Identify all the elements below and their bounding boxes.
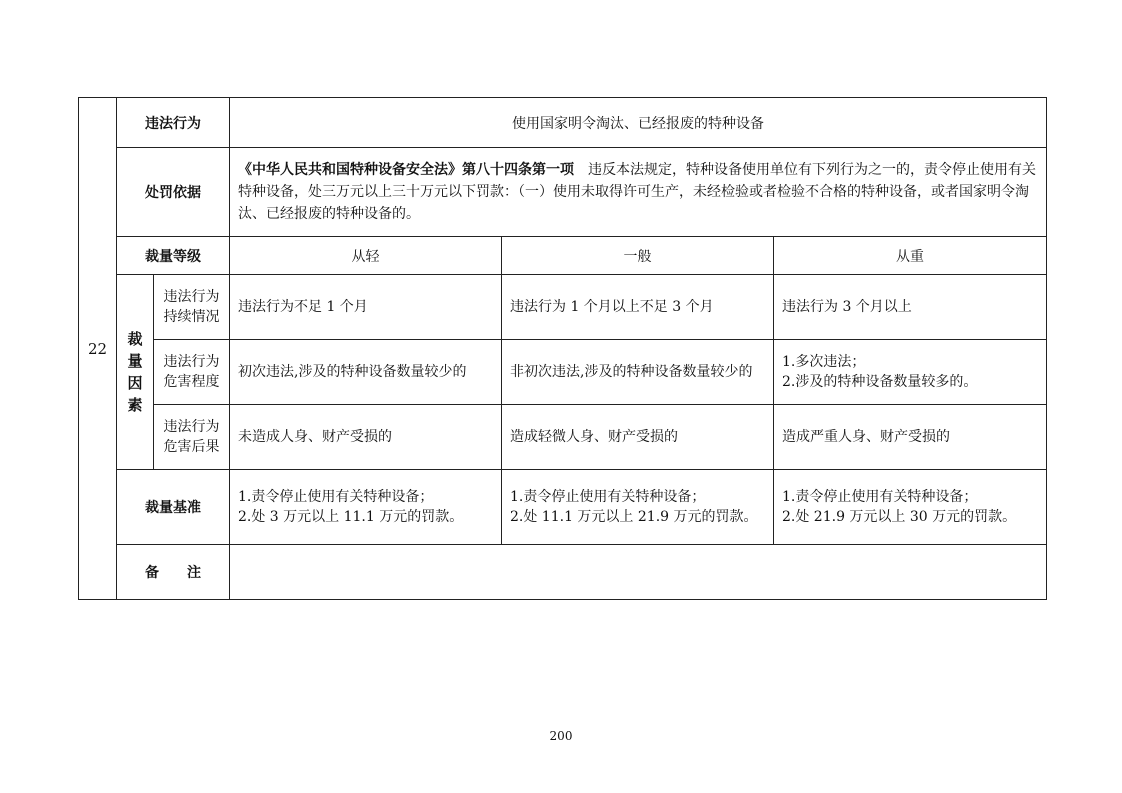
standard-light bbox=[230, 470, 502, 545]
basis-header: 处罚依据 bbox=[117, 148, 230, 237]
factor-general: 非初次违法,涉及的特种设备数量较少的 bbox=[502, 340, 774, 405]
basis-row bbox=[79, 148, 1047, 237]
factor-label-line: 持续情况 bbox=[163, 309, 220, 325]
level-light: 从轻 bbox=[230, 237, 502, 275]
factor-label bbox=[154, 405, 230, 470]
factor-light: 初次违法,涉及的特种设备数量较少的 bbox=[230, 340, 502, 405]
factor-heavy-line: 1.多次违法； bbox=[782, 354, 866, 370]
factor-label bbox=[154, 340, 230, 405]
standard-line: 1.责令停止使用有关特种设备； bbox=[238, 489, 434, 505]
standard-line: 2.处 21.9 万元以上 30 万元的罚款。 bbox=[782, 509, 1017, 525]
factor-label-line: 违法行为 bbox=[163, 289, 220, 305]
factor-header-char: 量 bbox=[127, 352, 143, 370]
level-heavy: 从重 bbox=[774, 237, 1047, 275]
remarks-row bbox=[79, 545, 1047, 600]
factor-row bbox=[79, 340, 1047, 405]
factor-row bbox=[79, 275, 1047, 340]
factor-row bbox=[79, 405, 1047, 470]
level-header: 裁量等级 bbox=[117, 237, 230, 275]
factor-heavy-line: 造成严重人身、财产受损的 bbox=[782, 429, 950, 445]
factor-heavy-line: 违法行为 3 个月以上 bbox=[782, 299, 912, 315]
factor-light: 违法行为不足 1 个月 bbox=[230, 275, 502, 340]
remarks-header: 备 注 bbox=[117, 545, 230, 600]
factor-heavy bbox=[774, 340, 1047, 405]
factor-label-line: 危害程度 bbox=[163, 374, 220, 390]
page-number: 200 bbox=[549, 729, 573, 743]
violation-value: 使用国家明令淘汰、已经报废的特种设备 bbox=[230, 98, 1047, 148]
factor-header-char: 素 bbox=[127, 396, 143, 414]
level-row bbox=[79, 237, 1047, 275]
factor-general: 造成轻微人身、财产受损的 bbox=[502, 405, 774, 470]
factor-label-line: 违法行为 bbox=[163, 354, 220, 370]
law-title: 《中华人民共和国特种设备安全法》第八十四条第一项 bbox=[238, 162, 574, 178]
row-number: 22 bbox=[79, 98, 117, 600]
standard-line: 1.责令停止使用有关特种设备； bbox=[510, 489, 706, 505]
factor-label-line: 危害后果 bbox=[163, 439, 220, 455]
factor-heavy bbox=[774, 405, 1047, 470]
remarks-value bbox=[230, 545, 1047, 600]
standard-heavy bbox=[774, 470, 1047, 545]
factor-header-char: 因 bbox=[127, 374, 143, 392]
factor-header-char: 裁 bbox=[127, 330, 143, 348]
factor-light: 未造成人身、财产受损的 bbox=[230, 405, 502, 470]
factor-heavy bbox=[774, 275, 1047, 340]
basis-text: 违反本法规定，特种设备使用单位有下列行为之一的，责令停止使用有关特种设备，处三万元以上三十万元以下罚款：（一）使用未取得许可生产，未经检验或者检验不合格的特种设备，或者国家明令淘汰、已经报废的特种设备的。 bbox=[238, 162, 1036, 222]
violation-row bbox=[79, 98, 1047, 148]
factor-label-line: 违法行为 bbox=[163, 419, 220, 435]
standard-line: 2.处 11.1 万元以上 21.9 万元的罚款。 bbox=[510, 509, 758, 525]
standard-line: 2.处 3 万元以上 11.1 万元的罚款。 bbox=[238, 509, 464, 525]
factor-heavy-line: 2.涉及的特种设备数量较多的。 bbox=[782, 374, 978, 390]
level-general: 一般 bbox=[502, 237, 774, 275]
standard-line: 1.责令停止使用有关特种设备； bbox=[782, 489, 978, 505]
basis-content bbox=[230, 148, 1047, 237]
standard-header: 裁量基准 bbox=[117, 470, 230, 545]
standard-row bbox=[79, 470, 1047, 545]
penalty-discretion-table bbox=[78, 97, 1047, 600]
standard-general bbox=[502, 470, 774, 545]
factor-general: 违法行为 1 个月以上不足 3 个月 bbox=[502, 275, 774, 340]
violation-header: 违法行为 bbox=[117, 98, 230, 148]
factor-label bbox=[154, 275, 230, 340]
factor-header bbox=[117, 275, 154, 470]
